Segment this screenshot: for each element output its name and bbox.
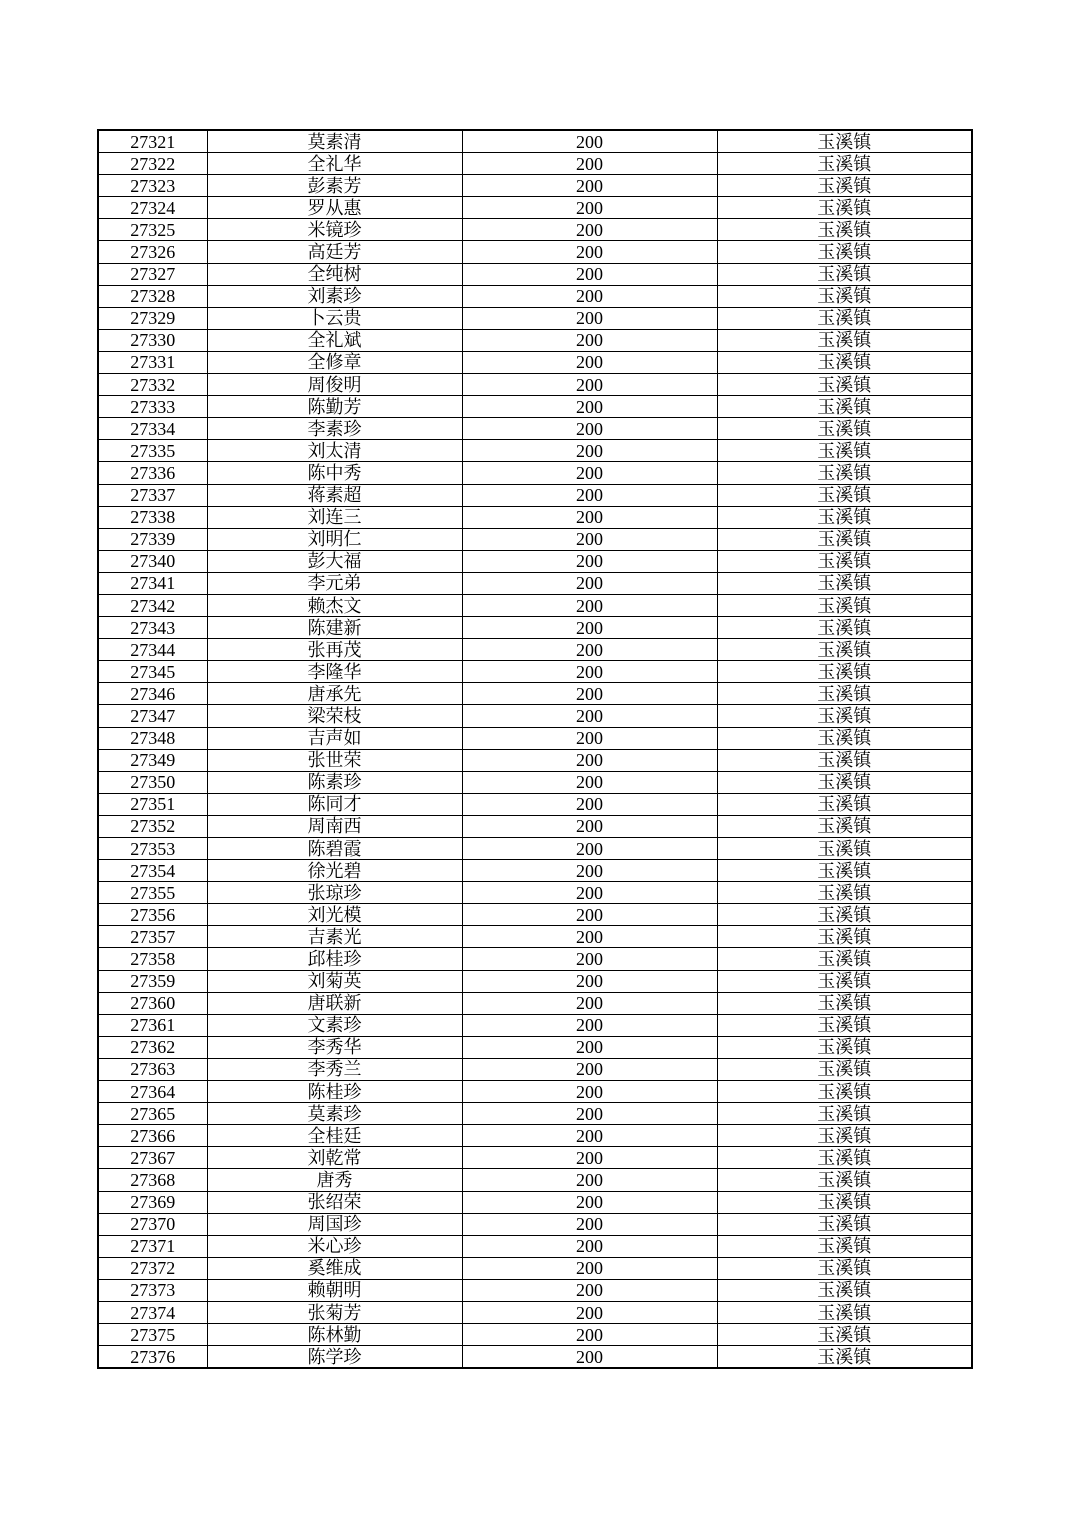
table-row <box>98 661 972 683</box>
table-row <box>98 793 972 815</box>
amount-cell: 200 <box>462 550 717 572</box>
table-row <box>98 617 972 639</box>
amount-cell: 200 <box>462 374 717 396</box>
id-cell: 27352 <box>98 815 207 837</box>
id-cell: 27370 <box>98 1213 207 1235</box>
town-cell: 玉溪镇 <box>717 285 972 307</box>
table-row <box>98 572 972 594</box>
table-row <box>98 1125 972 1147</box>
amount-cell: 200 <box>462 1103 717 1125</box>
name-cell: 刘乾常 <box>207 1147 462 1169</box>
id-cell: 27333 <box>98 396 207 418</box>
town-cell: 玉溪镇 <box>717 1346 972 1369</box>
name-cell: 张再茂 <box>207 639 462 661</box>
table-row <box>98 1081 972 1103</box>
id-cell: 27323 <box>98 175 207 197</box>
town-cell: 玉溪镇 <box>717 1324 972 1346</box>
name-cell: 周国珍 <box>207 1213 462 1235</box>
town-cell: 玉溪镇 <box>717 1235 972 1257</box>
table-row <box>98 838 972 860</box>
table-row <box>98 1257 972 1279</box>
table-row <box>98 1191 972 1213</box>
table-row <box>98 594 972 616</box>
table-row <box>98 1324 972 1346</box>
name-cell: 张世荣 <box>207 749 462 771</box>
id-cell: 27334 <box>98 418 207 440</box>
town-cell: 玉溪镇 <box>717 130 972 153</box>
table-row <box>98 153 972 175</box>
table-row <box>98 1169 972 1191</box>
id-cell: 27342 <box>98 594 207 616</box>
town-cell: 玉溪镇 <box>717 1279 972 1301</box>
id-cell: 27328 <box>98 285 207 307</box>
table-row <box>98 1147 972 1169</box>
table-row <box>98 1103 972 1125</box>
amount-cell: 200 <box>462 241 717 263</box>
amount-cell: 200 <box>462 992 717 1014</box>
id-cell: 27341 <box>98 572 207 594</box>
table-row <box>98 329 972 351</box>
name-cell: 张琼珍 <box>207 882 462 904</box>
id-cell: 27338 <box>98 506 207 528</box>
name-cell: 全纯树 <box>207 263 462 285</box>
id-cell: 27329 <box>98 307 207 329</box>
town-cell: 玉溪镇 <box>717 1125 972 1147</box>
amount-cell: 200 <box>462 926 717 948</box>
name-cell: 陈中秀 <box>207 462 462 484</box>
table-row <box>98 462 972 484</box>
amount-cell: 200 <box>462 1235 717 1257</box>
id-cell: 27339 <box>98 528 207 550</box>
amount-cell: 200 <box>462 285 717 307</box>
town-cell: 玉溪镇 <box>717 594 972 616</box>
amount-cell: 200 <box>462 351 717 373</box>
id-cell: 27346 <box>98 683 207 705</box>
name-cell: 陈勤芳 <box>207 396 462 418</box>
town-cell: 玉溪镇 <box>717 1147 972 1169</box>
table-row <box>98 948 972 970</box>
id-cell: 27347 <box>98 705 207 727</box>
name-cell: 赖杰文 <box>207 594 462 616</box>
amount-cell: 200 <box>462 506 717 528</box>
table-row <box>98 263 972 285</box>
amount-cell: 200 <box>462 175 717 197</box>
table-row <box>98 1301 972 1323</box>
id-cell: 27349 <box>98 749 207 771</box>
amount-cell: 200 <box>462 1169 717 1191</box>
id-cell: 27324 <box>98 197 207 219</box>
town-cell: 玉溪镇 <box>717 307 972 329</box>
amount-cell: 200 <box>462 661 717 683</box>
id-cell: 27367 <box>98 1147 207 1169</box>
amount-cell: 200 <box>462 153 717 175</box>
town-cell: 玉溪镇 <box>717 838 972 860</box>
amount-cell: 200 <box>462 683 717 705</box>
name-cell: 周南西 <box>207 815 462 837</box>
id-cell: 27350 <box>98 771 207 793</box>
town-cell: 玉溪镇 <box>717 749 972 771</box>
town-cell: 玉溪镇 <box>717 992 972 1014</box>
town-cell: 玉溪镇 <box>717 904 972 926</box>
town-cell: 玉溪镇 <box>717 197 972 219</box>
name-cell: 张菊芳 <box>207 1301 462 1323</box>
name-cell: 徐光碧 <box>207 860 462 882</box>
amount-cell: 200 <box>462 860 717 882</box>
id-cell: 27321 <box>98 130 207 153</box>
amount-cell: 200 <box>462 440 717 462</box>
amount-cell: 200 <box>462 1147 717 1169</box>
name-cell: 刘连三 <box>207 506 462 528</box>
name-cell: 刘明仁 <box>207 528 462 550</box>
amount-cell: 200 <box>462 130 717 153</box>
town-cell: 玉溪镇 <box>717 440 972 462</box>
table-row <box>98 506 972 528</box>
town-cell: 玉溪镇 <box>717 882 972 904</box>
amount-cell: 200 <box>462 528 717 550</box>
id-cell: 27327 <box>98 263 207 285</box>
table-row <box>98 418 972 440</box>
town-cell: 玉溪镇 <box>717 948 972 970</box>
amount-cell: 200 <box>462 572 717 594</box>
id-cell: 27369 <box>98 1191 207 1213</box>
table-row <box>98 1014 972 1036</box>
name-cell: 李隆华 <box>207 661 462 683</box>
table-row <box>98 351 972 373</box>
name-cell: 莫素清 <box>207 130 462 153</box>
amount-cell: 200 <box>462 793 717 815</box>
name-cell: 米心珍 <box>207 1235 462 1257</box>
amount-cell: 200 <box>462 263 717 285</box>
name-cell: 彭大福 <box>207 550 462 572</box>
table-row <box>98 175 972 197</box>
table-row <box>98 1213 972 1235</box>
name-cell: 吉声如 <box>207 727 462 749</box>
town-cell: 玉溪镇 <box>717 462 972 484</box>
name-cell: 全桂廷 <box>207 1125 462 1147</box>
amount-cell: 200 <box>462 705 717 727</box>
table-row <box>98 882 972 904</box>
amount-cell: 200 <box>462 749 717 771</box>
amount-cell: 200 <box>462 1014 717 1036</box>
name-cell: 张绍荣 <box>207 1191 462 1213</box>
id-cell: 27354 <box>98 860 207 882</box>
town-cell: 玉溪镇 <box>717 705 972 727</box>
name-cell: 卜云贵 <box>207 307 462 329</box>
amount-cell: 200 <box>462 396 717 418</box>
amount-cell: 200 <box>462 307 717 329</box>
amount-cell: 200 <box>462 1213 717 1235</box>
town-cell: 玉溪镇 <box>717 1014 972 1036</box>
amount-cell: 200 <box>462 904 717 926</box>
id-cell: 27343 <box>98 617 207 639</box>
town-cell: 玉溪镇 <box>717 661 972 683</box>
id-cell: 27331 <box>98 351 207 373</box>
id-cell: 27336 <box>98 462 207 484</box>
town-cell: 玉溪镇 <box>717 1169 972 1191</box>
town-cell: 玉溪镇 <box>717 1103 972 1125</box>
table-row <box>98 374 972 396</box>
town-cell: 玉溪镇 <box>717 1191 972 1213</box>
name-cell: 李素珍 <box>207 418 462 440</box>
id-cell: 27358 <box>98 948 207 970</box>
data-table <box>97 129 973 1369</box>
name-cell: 刘素珍 <box>207 285 462 307</box>
name-cell: 邱桂珍 <box>207 948 462 970</box>
amount-cell: 200 <box>462 1279 717 1301</box>
table-row <box>98 815 972 837</box>
id-cell: 27353 <box>98 838 207 860</box>
amount-cell: 200 <box>462 329 717 351</box>
town-cell: 玉溪镇 <box>717 1257 972 1279</box>
amount-cell: 200 <box>462 1036 717 1058</box>
table-row <box>98 1346 972 1369</box>
id-cell: 27371 <box>98 1235 207 1257</box>
amount-cell: 200 <box>462 727 717 749</box>
name-cell: 彭素芳 <box>207 175 462 197</box>
table-row <box>98 1058 972 1080</box>
table-row <box>98 396 972 418</box>
table-row <box>98 1036 972 1058</box>
name-cell: 陈建新 <box>207 617 462 639</box>
town-cell: 玉溪镇 <box>717 506 972 528</box>
table-row <box>98 904 972 926</box>
id-cell: 27344 <box>98 639 207 661</box>
town-cell: 玉溪镇 <box>717 528 972 550</box>
id-cell: 27362 <box>98 1036 207 1058</box>
table-row <box>98 528 972 550</box>
name-cell: 陈桂珍 <box>207 1081 462 1103</box>
name-cell: 米镜珍 <box>207 219 462 241</box>
id-cell: 27325 <box>98 219 207 241</box>
id-cell: 27376 <box>98 1346 207 1369</box>
id-cell: 27357 <box>98 926 207 948</box>
amount-cell: 200 <box>462 1058 717 1080</box>
id-cell: 27366 <box>98 1125 207 1147</box>
name-cell: 唐承先 <box>207 683 462 705</box>
id-cell: 27326 <box>98 241 207 263</box>
table-row <box>98 197 972 219</box>
name-cell: 唐联新 <box>207 992 462 1014</box>
town-cell: 玉溪镇 <box>717 970 972 992</box>
id-cell: 27337 <box>98 484 207 506</box>
table-row <box>98 683 972 705</box>
amount-cell: 200 <box>462 462 717 484</box>
town-cell: 玉溪镇 <box>717 793 972 815</box>
table-row <box>98 705 972 727</box>
town-cell: 玉溪镇 <box>717 550 972 572</box>
id-cell: 27332 <box>98 374 207 396</box>
town-cell: 玉溪镇 <box>717 727 972 749</box>
amount-cell: 200 <box>462 838 717 860</box>
table-row <box>98 241 972 263</box>
amount-cell: 200 <box>462 639 717 661</box>
amount-cell: 200 <box>462 1191 717 1213</box>
name-cell: 文素珍 <box>207 1014 462 1036</box>
name-cell: 莫素珍 <box>207 1103 462 1125</box>
town-cell: 玉溪镇 <box>717 418 972 440</box>
town-cell: 玉溪镇 <box>717 374 972 396</box>
id-cell: 27359 <box>98 970 207 992</box>
name-cell: 陈林勤 <box>207 1324 462 1346</box>
town-cell: 玉溪镇 <box>717 351 972 373</box>
table-row <box>98 219 972 241</box>
table-row <box>98 285 972 307</box>
amount-cell: 200 <box>462 1301 717 1323</box>
town-cell: 玉溪镇 <box>717 175 972 197</box>
amount-cell: 200 <box>462 1257 717 1279</box>
id-cell: 27351 <box>98 793 207 815</box>
id-cell: 27368 <box>98 1169 207 1191</box>
name-cell: 唐秀 <box>207 1169 462 1191</box>
id-cell: 27365 <box>98 1103 207 1125</box>
town-cell: 玉溪镇 <box>717 617 972 639</box>
table-row <box>98 860 972 882</box>
id-cell: 27356 <box>98 904 207 926</box>
id-cell: 27340 <box>98 550 207 572</box>
name-cell: 全修章 <box>207 351 462 373</box>
id-cell: 27330 <box>98 329 207 351</box>
table-row <box>98 307 972 329</box>
table-row <box>98 639 972 661</box>
town-cell: 玉溪镇 <box>717 484 972 506</box>
town-cell: 玉溪镇 <box>717 1058 972 1080</box>
id-cell: 27322 <box>98 153 207 175</box>
name-cell: 周俊明 <box>207 374 462 396</box>
table-row <box>98 992 972 1014</box>
town-cell: 玉溪镇 <box>717 1213 972 1235</box>
town-cell: 玉溪镇 <box>717 263 972 285</box>
name-cell: 李秀华 <box>207 1036 462 1058</box>
id-cell: 27345 <box>98 661 207 683</box>
name-cell: 刘光模 <box>207 904 462 926</box>
town-cell: 玉溪镇 <box>717 241 972 263</box>
amount-cell: 200 <box>462 1324 717 1346</box>
town-cell: 玉溪镇 <box>717 1036 972 1058</box>
id-cell: 27335 <box>98 440 207 462</box>
amount-cell: 200 <box>462 1346 717 1369</box>
id-cell: 27355 <box>98 882 207 904</box>
name-cell: 罗从惠 <box>207 197 462 219</box>
amount-cell: 200 <box>462 484 717 506</box>
town-cell: 玉溪镇 <box>717 683 972 705</box>
town-cell: 玉溪镇 <box>717 329 972 351</box>
name-cell: 奚维成 <box>207 1257 462 1279</box>
table-row <box>98 440 972 462</box>
amount-cell: 200 <box>462 1125 717 1147</box>
town-cell: 玉溪镇 <box>717 153 972 175</box>
amount-cell: 200 <box>462 219 717 241</box>
amount-cell: 200 <box>462 197 717 219</box>
name-cell: 全礼华 <box>207 153 462 175</box>
table-row <box>98 550 972 572</box>
table-row <box>98 771 972 793</box>
town-cell: 玉溪镇 <box>717 815 972 837</box>
name-cell: 陈同才 <box>207 793 462 815</box>
table-row <box>98 1279 972 1301</box>
table-row <box>98 749 972 771</box>
amount-cell: 200 <box>462 970 717 992</box>
amount-cell: 200 <box>462 815 717 837</box>
town-cell: 玉溪镇 <box>717 1301 972 1323</box>
amount-cell: 200 <box>462 771 717 793</box>
id-cell: 27348 <box>98 727 207 749</box>
id-cell: 27372 <box>98 1257 207 1279</box>
name-cell: 高廷芳 <box>207 241 462 263</box>
name-cell: 陈学珍 <box>207 1346 462 1369</box>
name-cell: 全礼斌 <box>207 329 462 351</box>
amount-cell: 200 <box>462 418 717 440</box>
table-row <box>98 970 972 992</box>
name-cell: 吉素光 <box>207 926 462 948</box>
table-row <box>98 130 972 153</box>
id-cell: 27374 <box>98 1301 207 1323</box>
amount-cell: 200 <box>462 594 717 616</box>
id-cell: 27375 <box>98 1324 207 1346</box>
town-cell: 玉溪镇 <box>717 572 972 594</box>
amount-cell: 200 <box>462 1081 717 1103</box>
name-cell: 梁荣枝 <box>207 705 462 727</box>
name-cell: 陈素珍 <box>207 771 462 793</box>
name-cell: 李秀兰 <box>207 1058 462 1080</box>
town-cell: 玉溪镇 <box>717 771 972 793</box>
name-cell: 蒋素超 <box>207 484 462 506</box>
name-cell: 赖朝明 <box>207 1279 462 1301</box>
table-row <box>98 484 972 506</box>
id-cell: 27361 <box>98 1014 207 1036</box>
table-row <box>98 1235 972 1257</box>
town-cell: 玉溪镇 <box>717 219 972 241</box>
town-cell: 玉溪镇 <box>717 860 972 882</box>
town-cell: 玉溪镇 <box>717 639 972 661</box>
name-cell: 李元弟 <box>207 572 462 594</box>
town-cell: 玉溪镇 <box>717 1081 972 1103</box>
table-row <box>98 926 972 948</box>
name-cell: 刘太清 <box>207 440 462 462</box>
id-cell: 27363 <box>98 1058 207 1080</box>
table-body <box>98 130 972 1368</box>
amount-cell: 200 <box>462 617 717 639</box>
name-cell: 刘菊英 <box>207 970 462 992</box>
name-cell: 陈碧霞 <box>207 838 462 860</box>
town-cell: 玉溪镇 <box>717 396 972 418</box>
id-cell: 27360 <box>98 992 207 1014</box>
id-cell: 27364 <box>98 1081 207 1103</box>
table-row <box>98 727 972 749</box>
id-cell: 27373 <box>98 1279 207 1301</box>
amount-cell: 200 <box>462 948 717 970</box>
town-cell: 玉溪镇 <box>717 926 972 948</box>
amount-cell: 200 <box>462 882 717 904</box>
